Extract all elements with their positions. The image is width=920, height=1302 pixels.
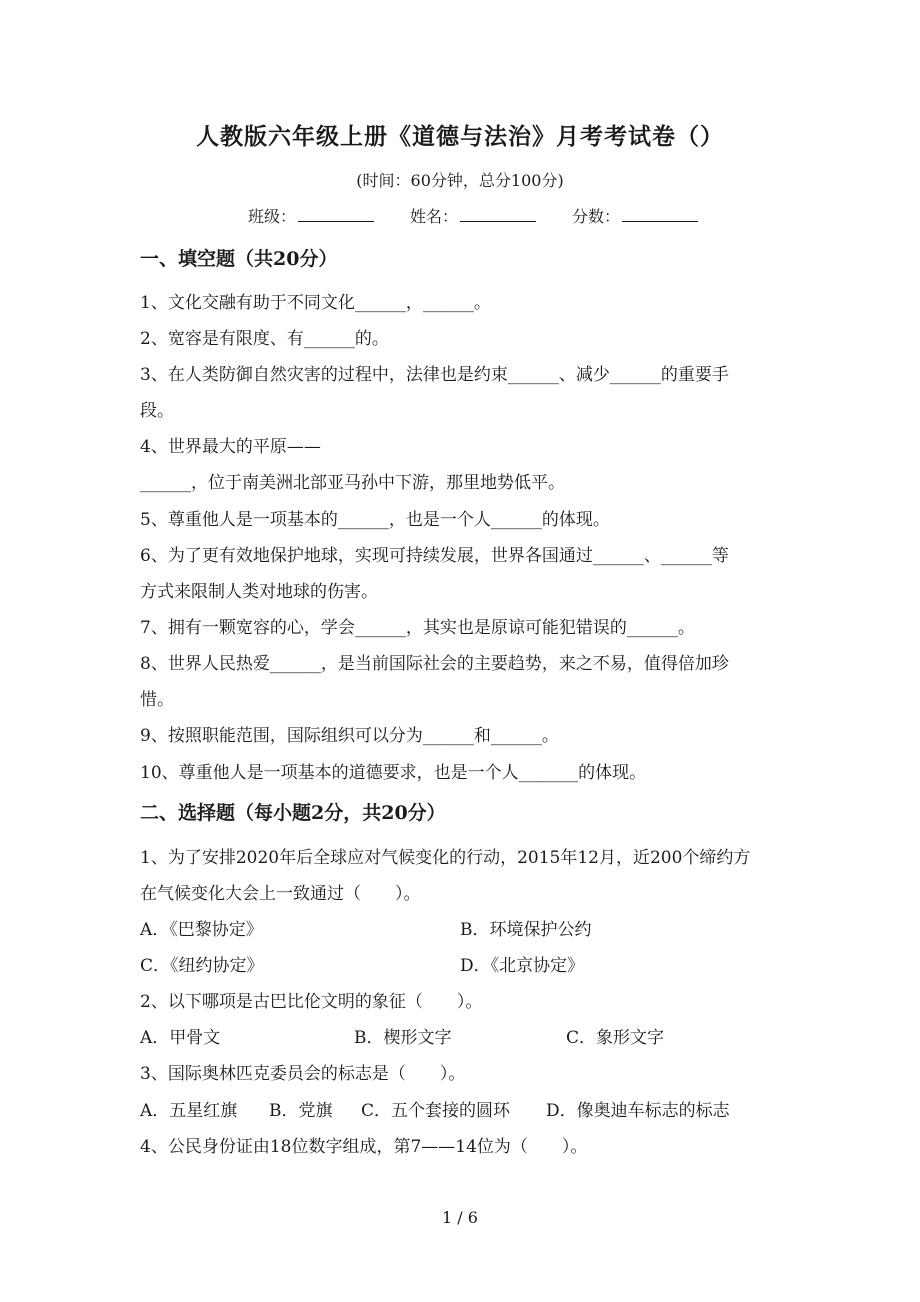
fill-question-line: 2、宽容是有限度、有______的。 <box>140 329 389 349</box>
choice-question-line: 在气候变化大会上一致通过（ ）。 <box>140 884 421 904</box>
choice-option: A．甲骨文 <box>140 1028 221 1048</box>
name-label: 姓名： <box>410 207 459 226</box>
fill-question-line: 4、世界最大的平原—— <box>140 437 321 457</box>
choice-option: B．党旗 <box>269 1101 333 1121</box>
fill-question-line: 3、在人类防御自然灾害的过程中，法律也是约束______、减少______的重要手 <box>140 365 729 385</box>
section2-heading: 二、选择题（每小题2分，共20分） <box>140 802 446 824</box>
student-info-row <box>248 203 734 227</box>
class-field <box>248 203 374 227</box>
choice-question-line: 4、公民身份证由18位数字组成，第7——14位为（ ）。 <box>140 1137 588 1157</box>
page-number: 1 / 6 <box>442 1208 478 1227</box>
fill-question-line: 1、文化交融有助于不同文化______，______。 <box>140 293 491 313</box>
choice-option: C．五个套接的圆环 <box>361 1101 511 1121</box>
class-blank[interactable] <box>298 203 374 222</box>
fill-question-line: 8、世界人民热爱______，是当前国际社会的主要趋势，来之不易，值得倍加珍 <box>140 654 729 674</box>
choice-option: C．象形文字 <box>566 1028 665 1048</box>
choice-option: C．《纽约协定》 <box>140 956 264 976</box>
fill-question-line: ______，位于南美洲北部亚马孙中下游，那里地势低平。 <box>140 473 565 493</box>
score-label: 分数： <box>572 207 621 226</box>
fill-question-line: 段。 <box>140 401 174 421</box>
choice-option: A．《巴黎协定》 <box>140 920 263 940</box>
choice-question-line: 3、国际奥林匹克委员会的标志是（ ）。 <box>140 1064 466 1084</box>
page-title: 人教版六年级上册《道德与法治》月考考试卷（） <box>196 123 724 150</box>
fill-question-line: 9、按照职能范围，国际组织可以分为______和______。 <box>140 726 559 746</box>
choice-option: B．环境保护公约 <box>460 920 592 940</box>
choice-question-line: 2、以下哪项是古巴比伦文明的象征（ ）。 <box>140 992 483 1012</box>
class-label: 班级： <box>248 207 297 226</box>
score-blank[interactable] <box>622 203 698 222</box>
name-field <box>410 203 536 227</box>
choice-option: A．五星红旗 <box>140 1101 238 1121</box>
fill-question-line: 10、尊重他人是一项基本的道德要求，也是一个人_______的体现。 <box>140 763 647 783</box>
fill-question-line: 方式来限制人类对地球的伤害。 <box>140 582 378 602</box>
fill-question-line: 5、尊重他人是一项基本的______，也是一个人______的体现。 <box>140 510 610 530</box>
choice-option: B．楔形文字 <box>354 1028 452 1048</box>
exam-subtitle: (时间：60分钟，总分100分) <box>356 171 564 190</box>
choice-option: D．《北京协定》 <box>460 956 585 976</box>
score-field <box>572 203 698 227</box>
choice-option: D．像奥迪车标志的标志 <box>546 1101 730 1121</box>
fill-question-line: 6、为了更有效地保护地球，实现可持续发展，世界各国通过______、______等 <box>140 546 729 566</box>
choice-question-line: 1、为了安排2020年后全球应对气候变化的行动，2015年12月，近200个缔约方 <box>140 848 751 868</box>
fill-question-line: 惜。 <box>140 690 174 710</box>
section1-heading: 一、填空题（共20分） <box>140 248 338 270</box>
name-blank[interactable] <box>460 203 536 222</box>
fill-question-line: 7、拥有一颗宽容的心，学会______，其实也是原谅可能犯错误的______。 <box>140 618 695 638</box>
